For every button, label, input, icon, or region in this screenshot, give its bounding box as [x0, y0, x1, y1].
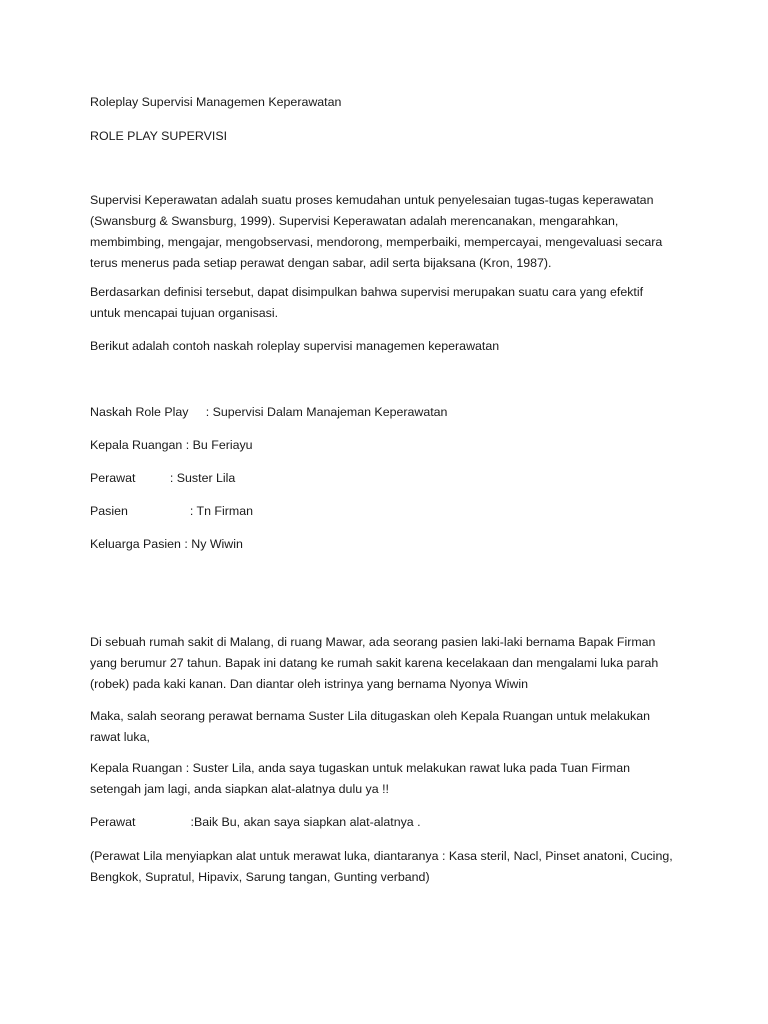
story-line: yang berumur 27 tahun. Bapak ini datang ke rumah sakit karena kecelakaan dan mengalami luka parah [90, 656, 659, 670]
cast-separator: : [180, 537, 192, 551]
dialogue-line: setengah jam lagi, anda siapkan alat-alatnya dulu ya !! [90, 782, 389, 796]
dialogue-head-nurse [90, 758, 690, 800]
cast-value: Suster Lila [176, 471, 236, 485]
cast-label: Naskah Role Play [90, 405, 189, 419]
intro-line: Supervisi Keperawatan adalah suatu proses kemudahan untuk penyelesaian tugas-tugas keperawatan [90, 193, 654, 207]
assignment-paragraph [90, 706, 690, 748]
cast-line-head-nurse [90, 435, 253, 456]
cast-value: Ny Wiwin [191, 537, 243, 551]
cast-value: Supervisi Dalam Manajeman Keperawatan [212, 405, 448, 419]
conclusion-line: untuk mencapai tujuan organisasi. [90, 306, 279, 320]
conclusion-line: Berdasarkan definisi tersebut, dapat disimpulkan bahwa supervisi merupakan suatu cara yang efektif [90, 285, 644, 299]
intro-line: (Swansburg & Swansburg, 1999). Supervisi Keperawatan adalah merencanakan, mengarahkan, [90, 214, 619, 228]
document-title: Roleplay Supervisi Managemen Keperawatan [90, 95, 342, 109]
story-paragraph [90, 632, 690, 695]
cast-separator: : [182, 438, 193, 452]
cast-label: Keluarga Pasien [90, 537, 181, 551]
dialogue-nurse: Perawat :Baik Bu, akan saya siapkan alat-alatnya . [90, 815, 421, 829]
example-intro: Berikut adalah contoh naskah roleplay supervisi managemen keperawatan [90, 339, 500, 353]
dialogue-line: Kepala Ruangan : Suster Lila, anda saya tugaskan untuk melakukan rawat luka pada Tuan Firman [90, 761, 631, 775]
tools-line: Bengkok, Supratul, Hipavix, Sarung tangan, Gunting verband) [90, 870, 430, 884]
conclusion-paragraph [90, 282, 690, 324]
cast-label: Kepala Ruangan [90, 438, 183, 452]
cast-value: Bu Feriayu [192, 438, 253, 452]
cast-value: Tn Firman [196, 504, 253, 518]
cast-label: Pasien [90, 504, 128, 518]
tools-line: (Perawat Lila menyiapkan alat untuk merawat luka, diantaranya : Kasa steril, Nacl, Pinset anatoni, Cucing, [90, 849, 673, 863]
cast-label: Perawat [90, 471, 136, 485]
assignment-line: rawat luka, [90, 730, 150, 744]
tools-paragraph [90, 846, 690, 888]
document-heading: ROLE PLAY SUPERVISI [90, 129, 228, 143]
assignment-line: Maka, salah seorang perawat bernama Suster Lila ditugaskan oleh Kepala Ruangan untuk melakukan [90, 709, 650, 723]
story-line: Di sebuah rumah sakit di Malang, di ruang Mawar, ada seorang pasien laki-laki bernama Bapak Firman [90, 635, 656, 649]
cast-separator: : [135, 471, 177, 485]
cast-line-nurse [90, 468, 235, 489]
intro-paragraph [90, 190, 690, 274]
cast-line-script [90, 402, 447, 423]
cast-separator: : [188, 405, 213, 419]
intro-line: membimbing, mengajar, mengobservasi, mendorong, memperbaiki, mempercayai, mengevaluasi secara [90, 235, 663, 249]
cast-separator: : [127, 504, 197, 518]
cast-line-patient [90, 501, 253, 522]
story-line: (robek) pada kaki kanan. Dan diantar oleh istrinya yang bernama Nyonya Wiwin [90, 677, 529, 691]
cast-line-family [90, 534, 243, 555]
intro-line: terus menerus pada setiap perawat dengan sabar, adil serta bijaksana (Kron, 1987). [90, 256, 552, 270]
